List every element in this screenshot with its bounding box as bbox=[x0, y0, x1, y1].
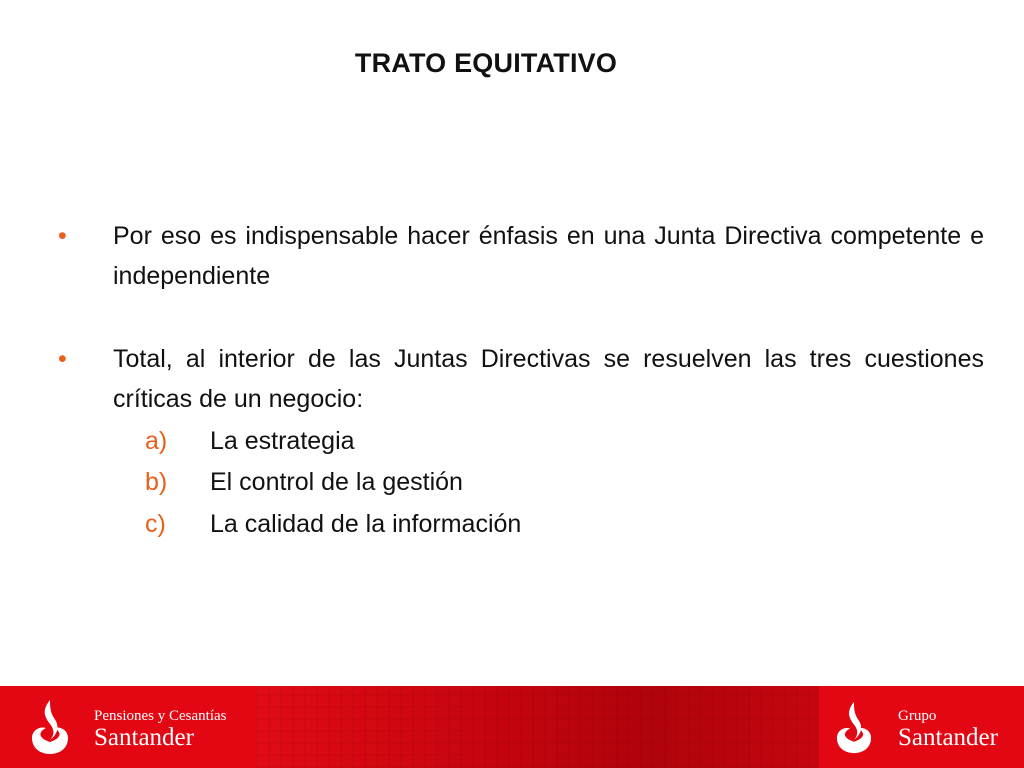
logo-name: Santander bbox=[94, 724, 194, 751]
bullet-text: Total, al interior de las Juntas Directivas se resuelven las tres cuestiones críticas de un negocio: bbox=[113, 345, 984, 413]
slide-title: TRATO EQUITATIVO bbox=[354, 48, 618, 78]
sub-list-marker: c) bbox=[145, 510, 166, 538]
bullet-marker: • bbox=[58, 345, 67, 373]
logo-name: Santander bbox=[898, 724, 998, 751]
logo-subtitle: Pensiones y Cesantías bbox=[94, 708, 227, 724]
sub-list-marker: a) bbox=[145, 427, 168, 455]
bullet-marker: • bbox=[58, 222, 67, 250]
logo-subtitle: Grupo bbox=[898, 708, 937, 724]
sub-list-marker: b) bbox=[145, 468, 168, 496]
sub-list-text: La estrategia bbox=[210, 427, 355, 455]
grupo-santander-logo bbox=[898, 708, 998, 752]
bullet-text: Por eso es indispensable hacer énfasis en una Junta Directiva competente e independiente bbox=[113, 222, 984, 290]
bullet-item bbox=[58, 339, 984, 419]
santander-flame-icon bbox=[28, 698, 72, 756]
sub-list-text: La calidad de la información bbox=[210, 510, 522, 538]
pensiones-santander-logo bbox=[94, 708, 227, 752]
bullet-item bbox=[58, 216, 984, 296]
santander-flame-icon bbox=[833, 700, 875, 755]
sub-list-text: El control de la gestión bbox=[210, 468, 463, 496]
footer-bar bbox=[0, 686, 1024, 768]
footer-pattern-band bbox=[256, 686, 819, 768]
